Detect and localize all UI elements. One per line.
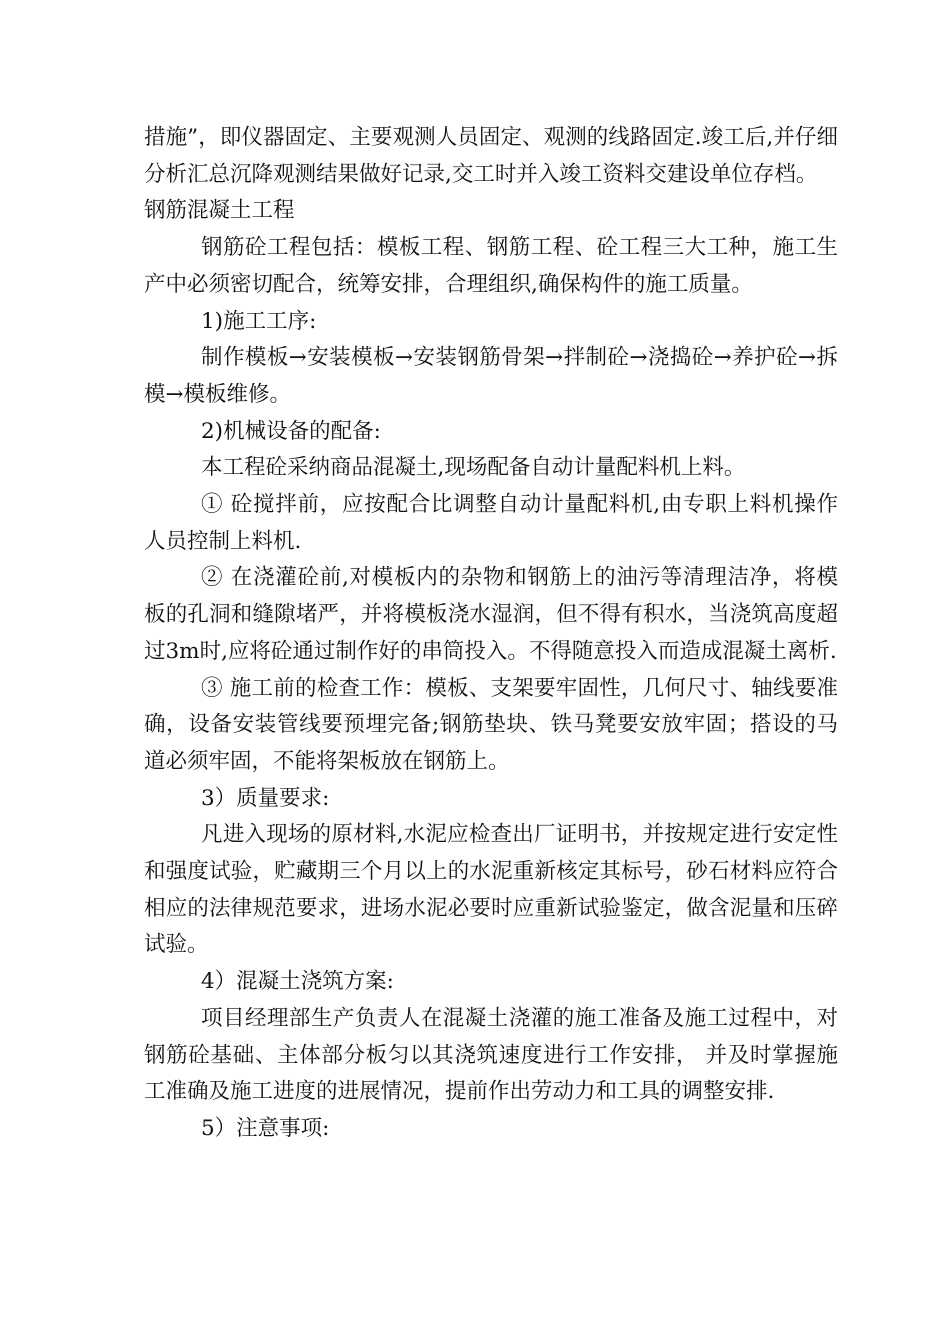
list-item-inspection: ③ 施工前的检查工作：模板、支架要牢固性，几何尺寸、轴线要准确，设备安装管线要预埋完备;钢筋垫块、铁马凳要安放牢固；搭设的马道必须牢固，不能将架板放在钢筋上。 [144, 675, 838, 774]
subheading-notes: 5）注意事项: [201, 1115, 330, 1141]
document-body [144, 120, 838, 1148]
list-item-mixing: ① 砼搅拌前，应按配合比调整自动计量配料机,由专职上料机操作人员控制上料机. [144, 492, 838, 554]
paragraph-observation-measures: 措施”，即仪器固定、主要观测人员固定、观测的线路固定.竣工后,并仔细分析汇总沉降观测结果做好记录,交工时并入竣工资料交建设单位存档。 [144, 125, 838, 187]
subheading-pouring-plan: 4）混凝土浇筑方案: [201, 969, 394, 995]
paragraph-concrete-overview: 钢筋砼工程包括：模板工程、钢筋工程、砼工程三大工种，施工生产中必须密切配合，统筹安排，合理组织,确保构件的施工质量。 [144, 235, 838, 297]
subheading-construction-process: 1)施工工序: [201, 308, 317, 334]
section-heading-reinforced-concrete: 钢筋混凝土工程 [144, 198, 295, 224]
list-item-pouring: ② 在浇灌砼前,对模板内的杂物和钢筋上的油污等清理洁净，将模板的孔洞和缝隙堵严，并将模板浇水湿润，但不得有积水，当浇筑高度超过3m时,应将砼通过制作好的串筒投入。不得随意投入而造成混凝土离析. [144, 565, 838, 664]
subheading-quality: 3）质量要求: [201, 785, 330, 811]
subheading-equipment: 2)机械设备的配备: [201, 418, 381, 444]
paragraph-process-flow: 制作模板→安装模板→安装钢筋骨架→拌制砼→浇捣砼→养护砼→拆模→模板维修。 [144, 345, 838, 407]
paragraph-equipment: 本工程砼采纳商品混凝土,现场配备自动计量配料机上料。 [201, 455, 746, 481]
paragraph-pouring-plan: 项目经理部生产负责人在混凝土浇灌的施工准备及施工过程中，对钢筋砼基础、主体部分板匀以其浇筑速度进行工作安排， 并及时掌握施工准确及施工进度的进展情况，提前作出劳动力和工具的调整安排. [144, 1005, 838, 1105]
paragraph-quality: 凡进入现场的原材料,水泥应检查出厂证明书，并按规定进行安定性和强度试验，贮藏期三个月以上的水泥重新核定其标号，砂石材料应符合相应的法律规范要求，进场水泥必要时应重新试验鉴定，做含泥量和压碎试验。 [144, 822, 838, 958]
